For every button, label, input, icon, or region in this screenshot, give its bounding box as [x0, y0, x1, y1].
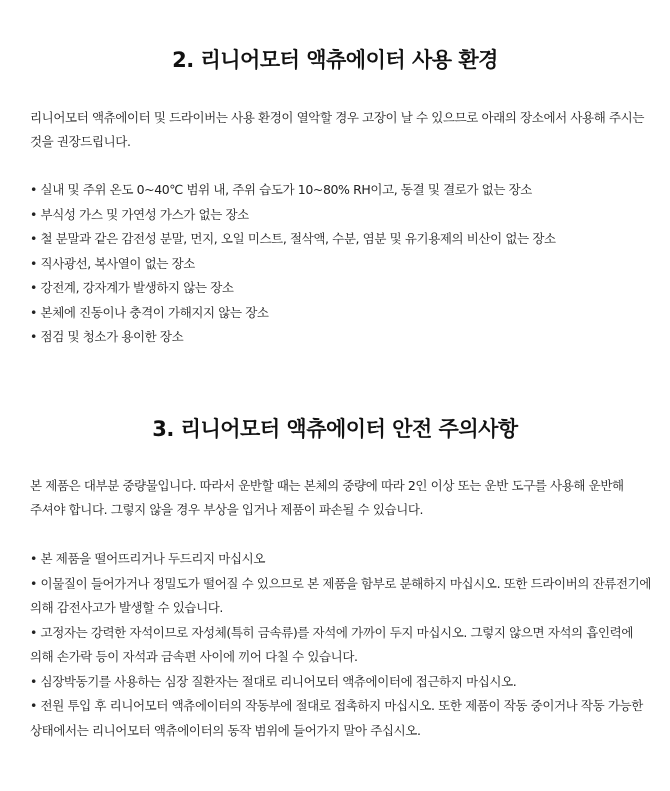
list-item: • 부식성 가스 및 가연성 가스가 없는 장소 — [30, 206, 249, 222]
section-2-title: 2. 리니어모터 액츄에이터 사용 환경 — [172, 48, 498, 72]
list-item: • 심장박동기를 사용하는 심장 질환자는 절대로 리니어모터 액츄에이터에 접근하지 마십시오. — [30, 673, 517, 689]
list-item: • 본체에 진동이나 충격이 가해지지 않는 장소 — [30, 304, 269, 320]
section-3-intro: 본 제품은 대부분 중량물입니다. 따라서 운반할 때는 본체의 중량에 따라 2인 이상 또는 운반 도구를 사용해 운반해 주셔야 합니다. 그렇지 않을 경우 부상을 입거나 제품이 파손될 수 있습니다. — [30, 478, 624, 517]
list-item: • 본 제품을 떨어뜨리거나 두드리지 마십시오 — [30, 551, 265, 566]
list-item: • 실내 및 주위 온도 0~40℃ 범위 내, 주위 습도가 10~80% RH이고, 동결 및 결로가 없는 장소 — [30, 182, 532, 197]
list-item: • 전원 투입 후 리니어모터 액츄에이터의 작동부에 절대로 접촉하지 마십시오. 또한 제품이 작동 중이거나 작동 가능한 상태에서는 리니어모터 액츄에이터의 동작 범위에 들어가지 말아 주십시오. — [30, 698, 643, 738]
list-item: • 강전계, 강자계가 발생하지 않는 장소 — [30, 280, 234, 295]
list-item: • 철 분말과 같은 감전성 분말, 먼지, 오일 미스트, 절삭액, 수분, 염분 및 유기용제의 비산이 없는 장소 — [30, 231, 556, 246]
list-item: • 점검 및 청소가 용이한 장소 — [30, 329, 184, 344]
list-item: • 고정자는 강력한 자석이므로 자성체(특히 금속류)를 자석에 가까이 두지 마십시오. 그렇지 않으면 자석의 흡인력에 의해 손가락 등이 자석과 금속편 사이에 끼어 다칠 수 있습니다. — [30, 624, 634, 664]
list-item: • 직사광선, 복사열이 없는 장소 — [30, 255, 195, 271]
section-3-title: 3. 리니어모터 액츄에이터 안전 주의사항 — [152, 417, 518, 441]
list-item: • 이물질이 들어가거나 정밀도가 떨어질 수 있으므로 본 제품을 함부로 분해하지 마십시오. 또한 드라이버의 잔류전기에 의해 감전사고가 발생할 수 있습니다. — [30, 575, 651, 615]
section-2-list — [30, 178, 655, 350]
section-2-intro: 리니어모터 액츄에이터 및 드라이버는 사용 환경이 열악할 경우 고장이 날 수 있으므로 아래의 장소에서 사용해 주시는 것을 권장드립니다. — [30, 110, 645, 149]
section-3-list — [30, 547, 655, 743]
